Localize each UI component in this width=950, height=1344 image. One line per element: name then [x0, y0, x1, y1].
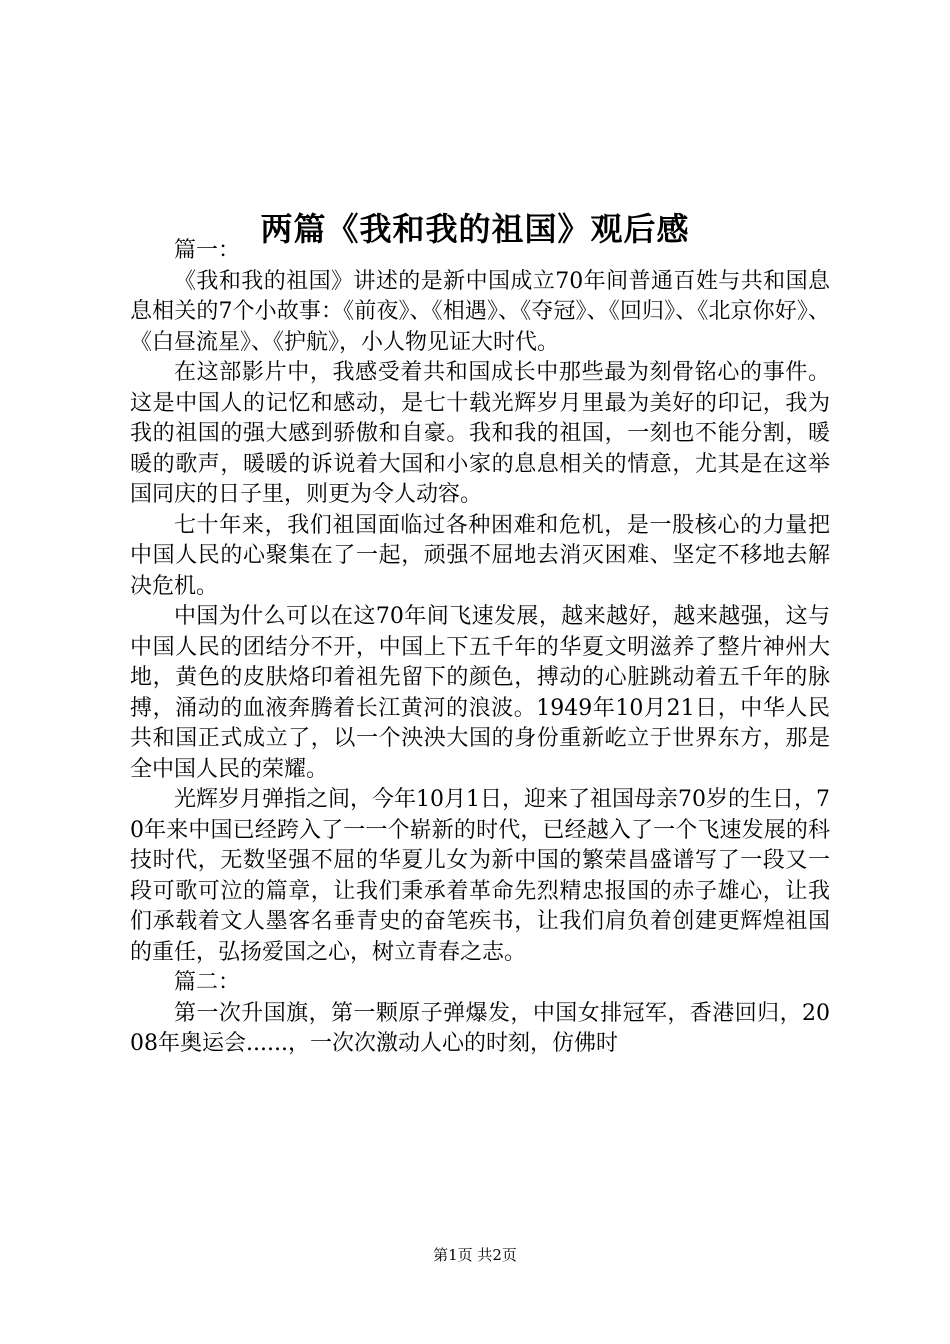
body-paragraph: 中国为什么可以在这70年间飞速发展，越来越好，越来越强，这与中国人民的团结分不开，中国上下五千年的华夏文明滋养了整片神州大地，黄色的皮肤烙印着祖先留下的颜色，搏动的心脏跳动着五千年的脉搏，涌动的血液奔腾着长江黄河的浪波。1949年10月21日，中华人民共和国正式成立了，以一个泱泱大国的身份重新屹立于世界东方，那是全中国人民的荣耀。 — [130, 604, 830, 782]
section-heading-two: 篇二： — [174, 970, 241, 995]
document-title: 两篇《我和我的祖国》观后感 — [260, 210, 690, 249]
page-number-footer: 第1页 共2页 — [433, 1246, 517, 1264]
section-heading-one: 篇一： — [174, 238, 241, 263]
body-paragraph: 光辉岁月弹指之间，今年10月1日，迎来了祖国母亲70岁的生日，70年来中国已经跨入了一一个崭新的时代，已经越入了一个飞速发展的科技时代，无数坚强不屈的华夏儿女为新中国的繁荣昌盛谱写了一段又一段可歌可泣的篇章，让我们秉承着革命先烈精忠报国的赤子雄心，让我们承载着文人墨客名垂青史的奋笔疾书，让我们肩负着创建更辉煌祖国的重任，弘扬爱国之心，树立青春之志。 — [130, 787, 831, 965]
document-body — [130, 236, 830, 1060]
body-paragraph: 七十年来，我们祖国面临过各种困难和危机，是一股核心的力量把中国人民的心聚集在了一起，顽强不屈地去消灭困难、坚定不移地去解决危机。 — [130, 512, 830, 599]
body-paragraph: 在这部影片中，我感受着共和国成长中那些最为刻骨铭心的事件。这是中国人的记忆和感动，是七十载光辉岁月里最为美好的印记，我为我的祖国的强大感到骄傲和自豪。我和我的祖国，一刻也不能分割，暖暖的歌声，暖暖的诉说着大国和小家的息息相关的情意，尤其是在这举国同庆的日子里，则更为令人动容。 — [130, 360, 830, 507]
body-paragraph: 第一次升国旗，第一颗原子弹爆发，中国女排冠军，香港回归，2008年奥运会......，一次次激动人心的时刻，仿佛时 — [130, 1000, 830, 1056]
body-paragraph: 《我和我的祖国》讲述的是新中国成立70年间普通百姓与共和国息息相关的7个小故事：《前夜》、《相遇》、《夺冠》、《回归》、《北京你好》、《白昼流星》、《护航》，小人物见证大时代。 — [130, 268, 830, 355]
